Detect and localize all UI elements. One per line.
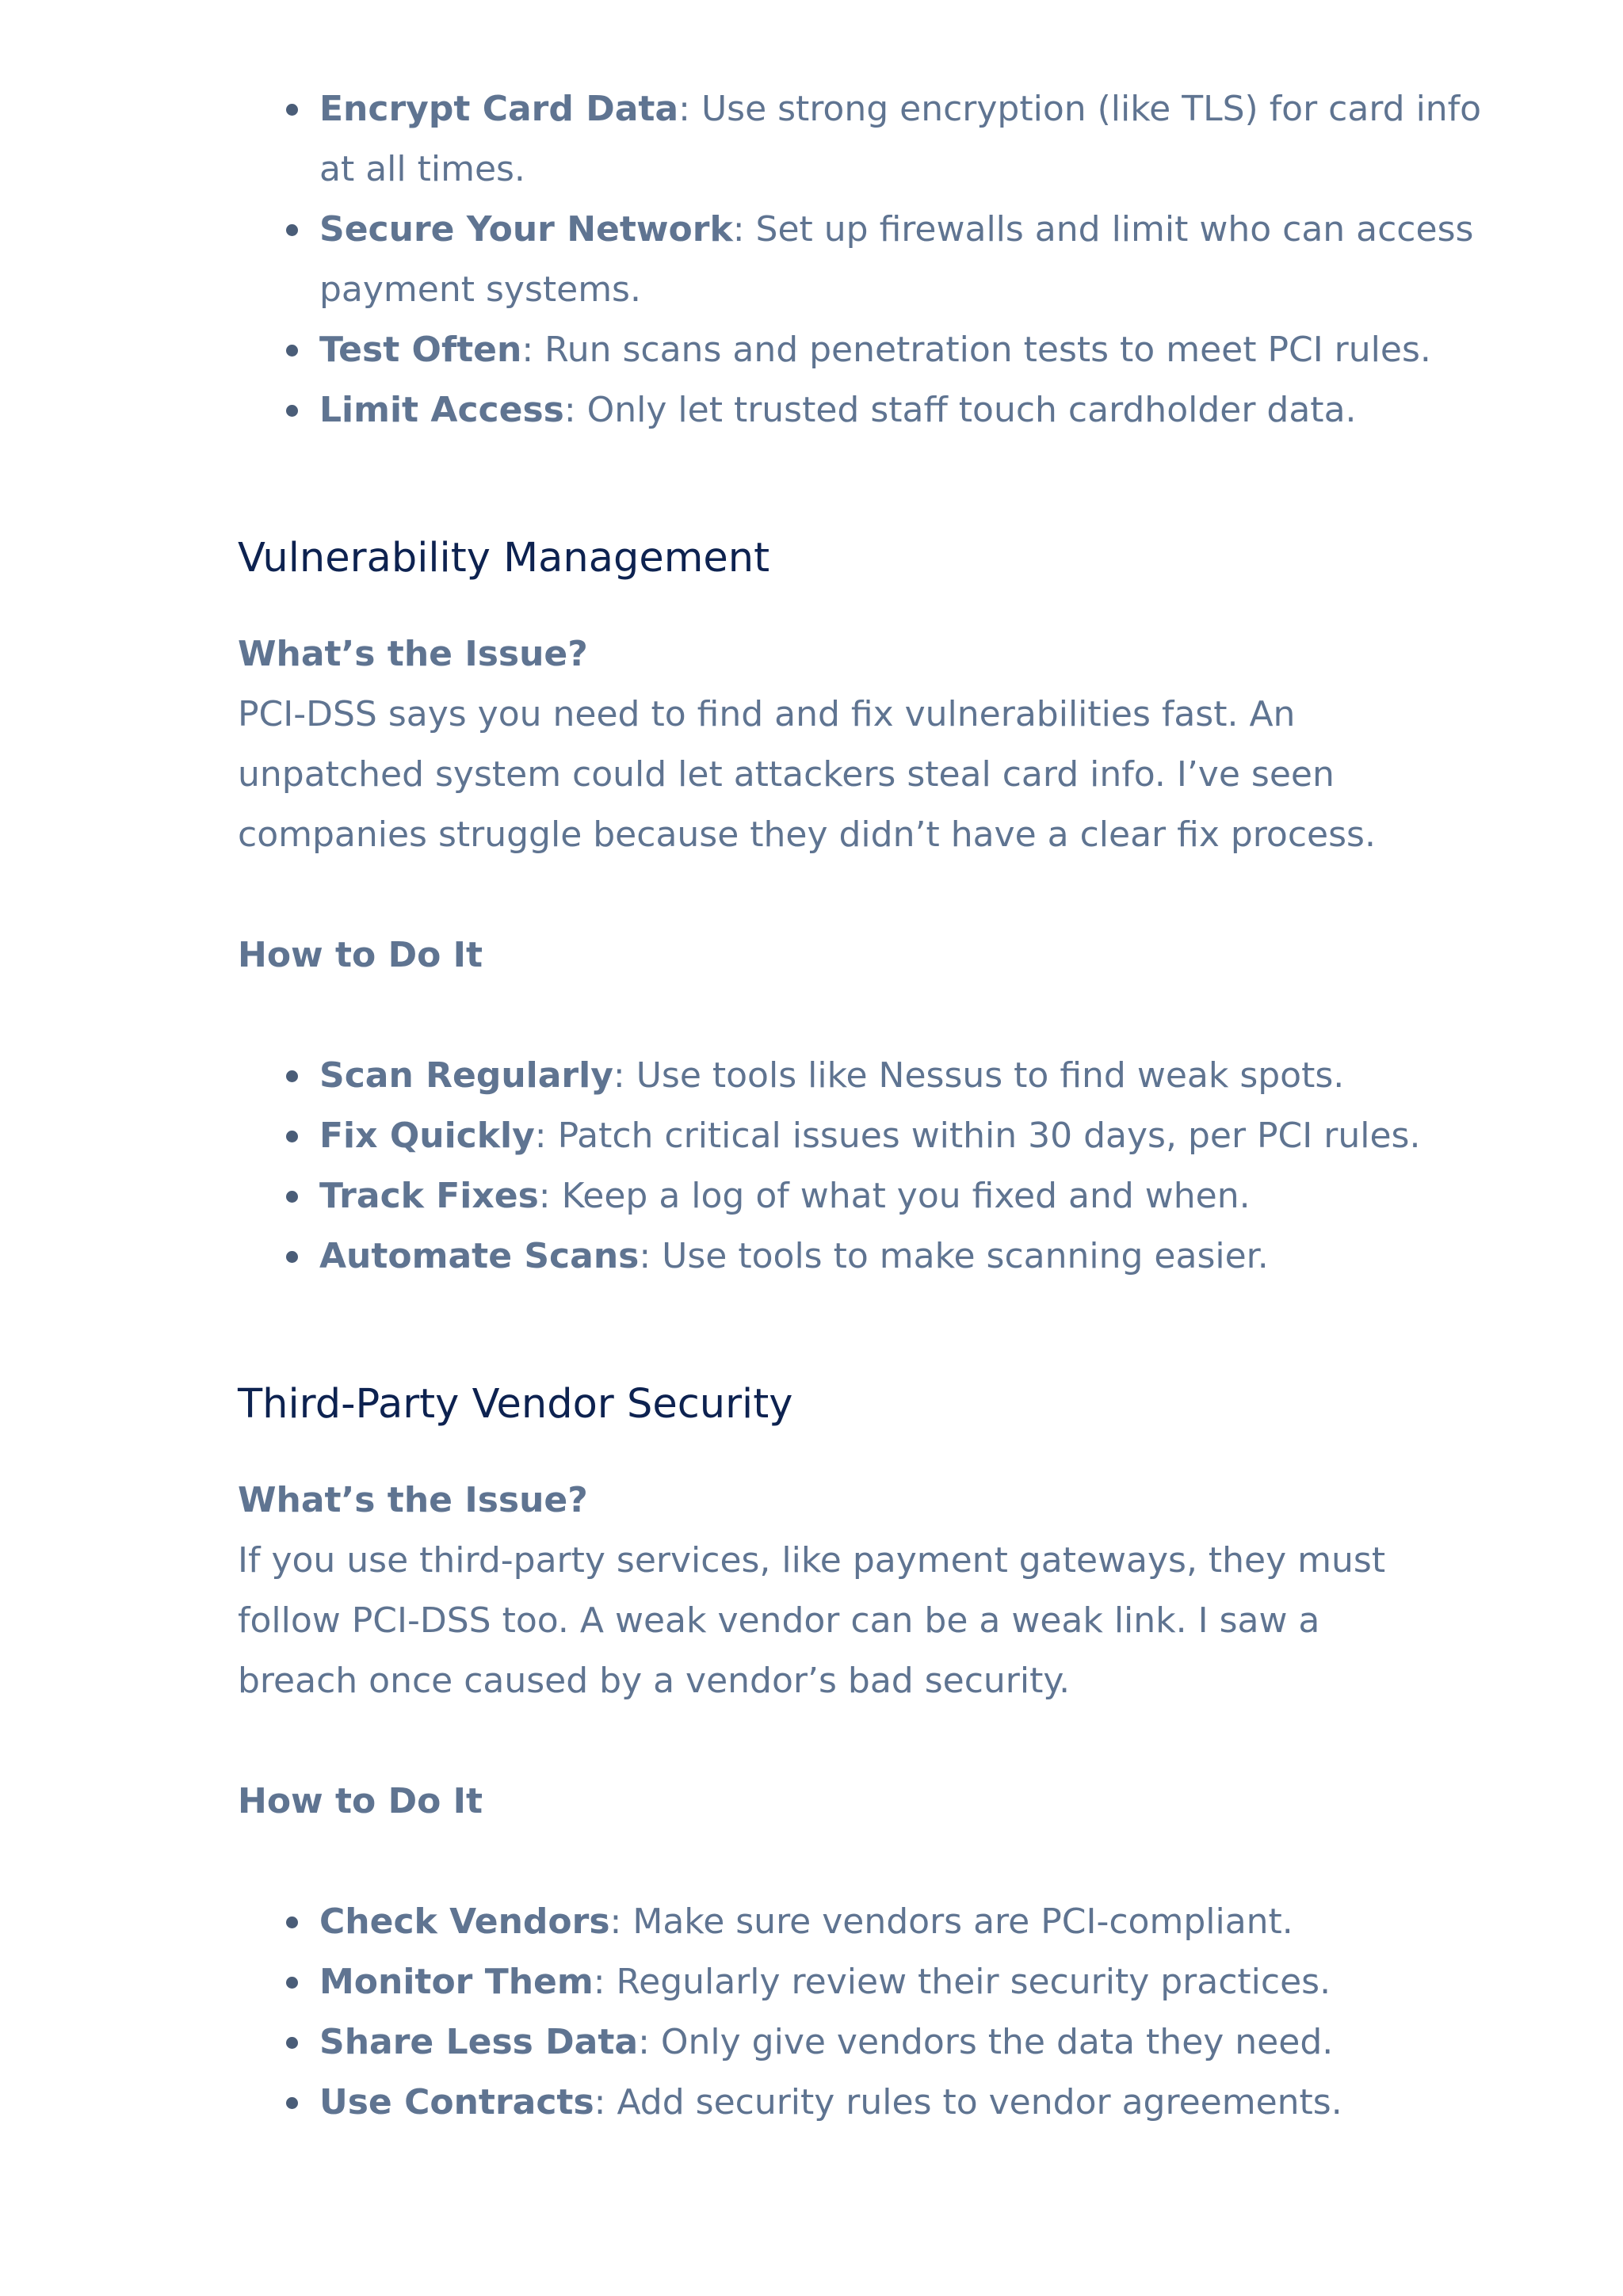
list-item [238,1226,1474,1287]
vulnerability-bullet-list [238,1046,1474,1287]
bullet-dot [286,1131,298,1142]
top-bullet-list [238,79,1482,441]
bullet-dot [286,1070,298,1082]
section-heading-vendor: Third-Party Vendor Security [238,1381,793,1428]
list-item [238,2012,1474,2073]
howto-heading: How to Do It [238,1781,483,1821]
list-item-text: : Keep a log of what you fixed and when. [538,1176,1251,1216]
section-heading-vulnerability: Vulnerability Management [238,535,770,582]
bullet-dot [286,1191,298,1203]
list-item-term: Check Vendors [319,1901,610,1942]
list-item-text: : Patch critical issues within 30 days, per PCI rules. [534,1116,1421,1156]
list-item-term: Share Less Data [319,2022,639,2062]
list-item [238,200,1508,320]
list-item [238,1166,1474,1226]
bullet-dot [286,405,298,417]
list-item-term: Monitor Them [319,1962,594,2002]
bullet-dot [286,2097,298,2109]
bullet-dot [286,2037,298,2049]
article-body [238,79,1482,2133]
list-item-term: Scan Regularly [319,1055,613,1096]
list-item [238,320,1474,380]
howto-heading: How to Do It [238,935,483,975]
bullet-dot [286,224,298,236]
vendor-bullet-list [238,1892,1474,2133]
list-item [238,1046,1474,1106]
list-item-text: : Use tools like Nessus to find weak spots. [613,1055,1345,1096]
list-item-term: Automate Scans [319,1236,640,1276]
list-item-term: Fix Quickly [319,1116,535,1156]
list-item-text: : Regularly review their security practices. [593,1962,1331,2002]
list-item-text: : Use strong encryption (like TLS) for card info at all times. [319,89,1482,189]
list-item-term: Limit Access [319,390,564,430]
list-item-text: : Add security rules to vendor agreements. [594,2082,1342,2122]
list-item [238,2073,1474,2133]
list-item-text: : Make sure vendors are PCI-compliant. [609,1901,1293,1942]
list-item [238,380,1474,441]
list-item [238,1106,1474,1166]
list-item-text: : Only give vendors the data they need. [638,2022,1334,2062]
bullet-dot [286,104,298,116]
list-item-term: Encrypt Card Data [319,89,679,129]
list-item-term: Track Fixes [319,1176,539,1216]
bullet-dot [286,1977,298,1989]
list-item-text: : Only let trusted staff touch cardholder data. [563,390,1357,430]
bullet-dot [286,1251,298,1263]
list-item-text: : Run scans and penetration tests to meet PCI rules. [521,330,1431,370]
bullet-dot [286,1917,298,1928]
list-item [238,1892,1474,1952]
list-item-term: Test Often [319,330,522,370]
list-item [238,79,1508,200]
list-item-text: : Set up firewalls and limit who can access payment systems. [319,209,1474,310]
issue-paragraph: PCI-DSS says you need to find and fix vulnerabilities fast. An unpatched system could let attackers steal card info. I’ve seen companies struggle because they didn’t have a clear fix process. [238,694,1376,855]
bullet-dot [286,345,298,357]
issue-heading: What’s the Issue? [238,1480,588,1520]
list-item [238,1952,1474,2012]
list-item-text: : Use tools to make scanning easier. [639,1236,1269,1276]
issue-paragraph: If you use third-party services, like payment gateways, they must follow PCI-DSS too. A weak vendor can be a weak link. I saw a breach once caused by a vendor’s bad security. [238,1540,1386,1701]
list-item-term: Use Contracts [319,2082,594,2122]
issue-heading: What’s the Issue? [238,634,588,674]
list-item-term: Secure Your Network [319,209,733,250]
